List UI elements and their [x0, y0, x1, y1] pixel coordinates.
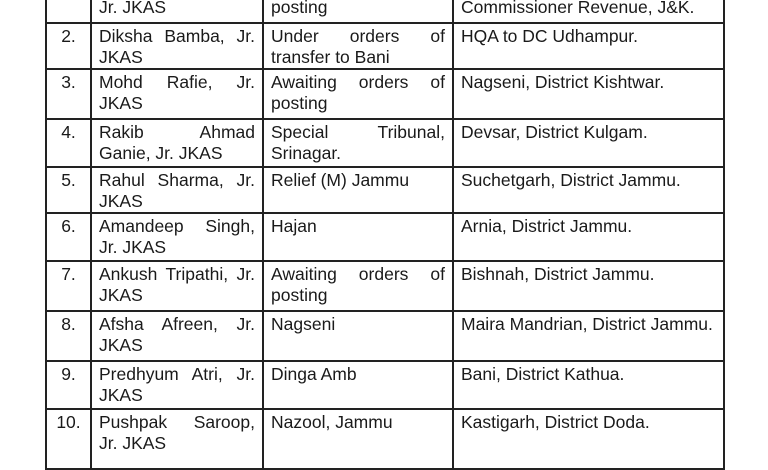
serial-number: 8.	[46, 311, 91, 361]
present-posting: Nagseni	[263, 311, 453, 361]
new-posting: Commissioner Revenue, J&K.	[453, 0, 724, 23]
serial-number: 4.	[46, 119, 91, 167]
serial-number: 9.	[46, 361, 91, 409]
table-row	[46, 23, 724, 69]
officer-name: Rahul Sharma, Jr. JKAS	[91, 167, 263, 213]
new-posting: Arnia, District Jammu.	[453, 213, 724, 261]
table-row	[46, 311, 724, 361]
serial-number: 10.	[46, 409, 91, 469]
officer-name: Amandeep Singh, Jr. JKAS	[91, 213, 263, 261]
serial-number: 2.	[46, 23, 91, 69]
new-posting: Kastigarh, District Doda.	[453, 409, 724, 469]
new-posting: HQA to DC Udhampur.	[453, 23, 724, 69]
present-posting: Awaiting orders of posting	[263, 261, 453, 311]
new-posting: Devsar, District Kulgam.	[453, 119, 724, 167]
officer-name: Jr. JKAS	[91, 0, 263, 23]
serial-number: 5.	[46, 167, 91, 213]
present-posting: Awaiting orders of posting	[263, 69, 453, 119]
officer-name: Afsha Afreen, Jr. JKAS	[91, 311, 263, 361]
new-posting: Bishnah, District Jammu.	[453, 261, 724, 311]
present-posting: Special Tribunal, Srinagar.	[263, 119, 453, 167]
officer-name: Pushpak Saroop, Jr. JKAS	[91, 409, 263, 469]
table-row	[46, 69, 724, 119]
present-posting: Nazool, Jammu	[263, 409, 453, 469]
officer-name: Diksha Bamba, Jr. JKAS	[91, 23, 263, 69]
new-posting: Nagseni, District Kishtwar.	[453, 69, 724, 119]
serial-number: 3.	[46, 69, 91, 119]
officer-name: Predhyum Atri, Jr. JKAS	[91, 361, 263, 409]
officer-name: Mohd Rafie, Jr. JKAS	[91, 69, 263, 119]
new-posting: Suchetgarh, District Jammu.	[453, 167, 724, 213]
serial-number	[46, 0, 91, 23]
present-posting: Dinga Amb	[263, 361, 453, 409]
present-posting: Under orders of transfer to Bani	[263, 23, 453, 69]
table-row	[46, 409, 724, 469]
table-row	[46, 213, 724, 261]
table-row	[46, 0, 724, 23]
serial-number: 6.	[46, 213, 91, 261]
transfer-table	[45, 0, 725, 470]
new-posting: Maira Mandrian, District Jammu.	[453, 311, 724, 361]
officer-name: Rakib Ahmad Ganie, Jr. JKAS	[91, 119, 263, 167]
present-posting: Relief (M) Jammu	[263, 167, 453, 213]
present-posting: posting	[263, 0, 453, 23]
present-posting: Hajan	[263, 213, 453, 261]
table-row	[46, 119, 724, 167]
table-row	[46, 167, 724, 213]
table-row	[46, 261, 724, 311]
table-row	[46, 361, 724, 409]
new-posting: Bani, District Kathua.	[453, 361, 724, 409]
serial-number: 7.	[46, 261, 91, 311]
officer-name: Ankush Tripathi, Jr. JKAS	[91, 261, 263, 311]
